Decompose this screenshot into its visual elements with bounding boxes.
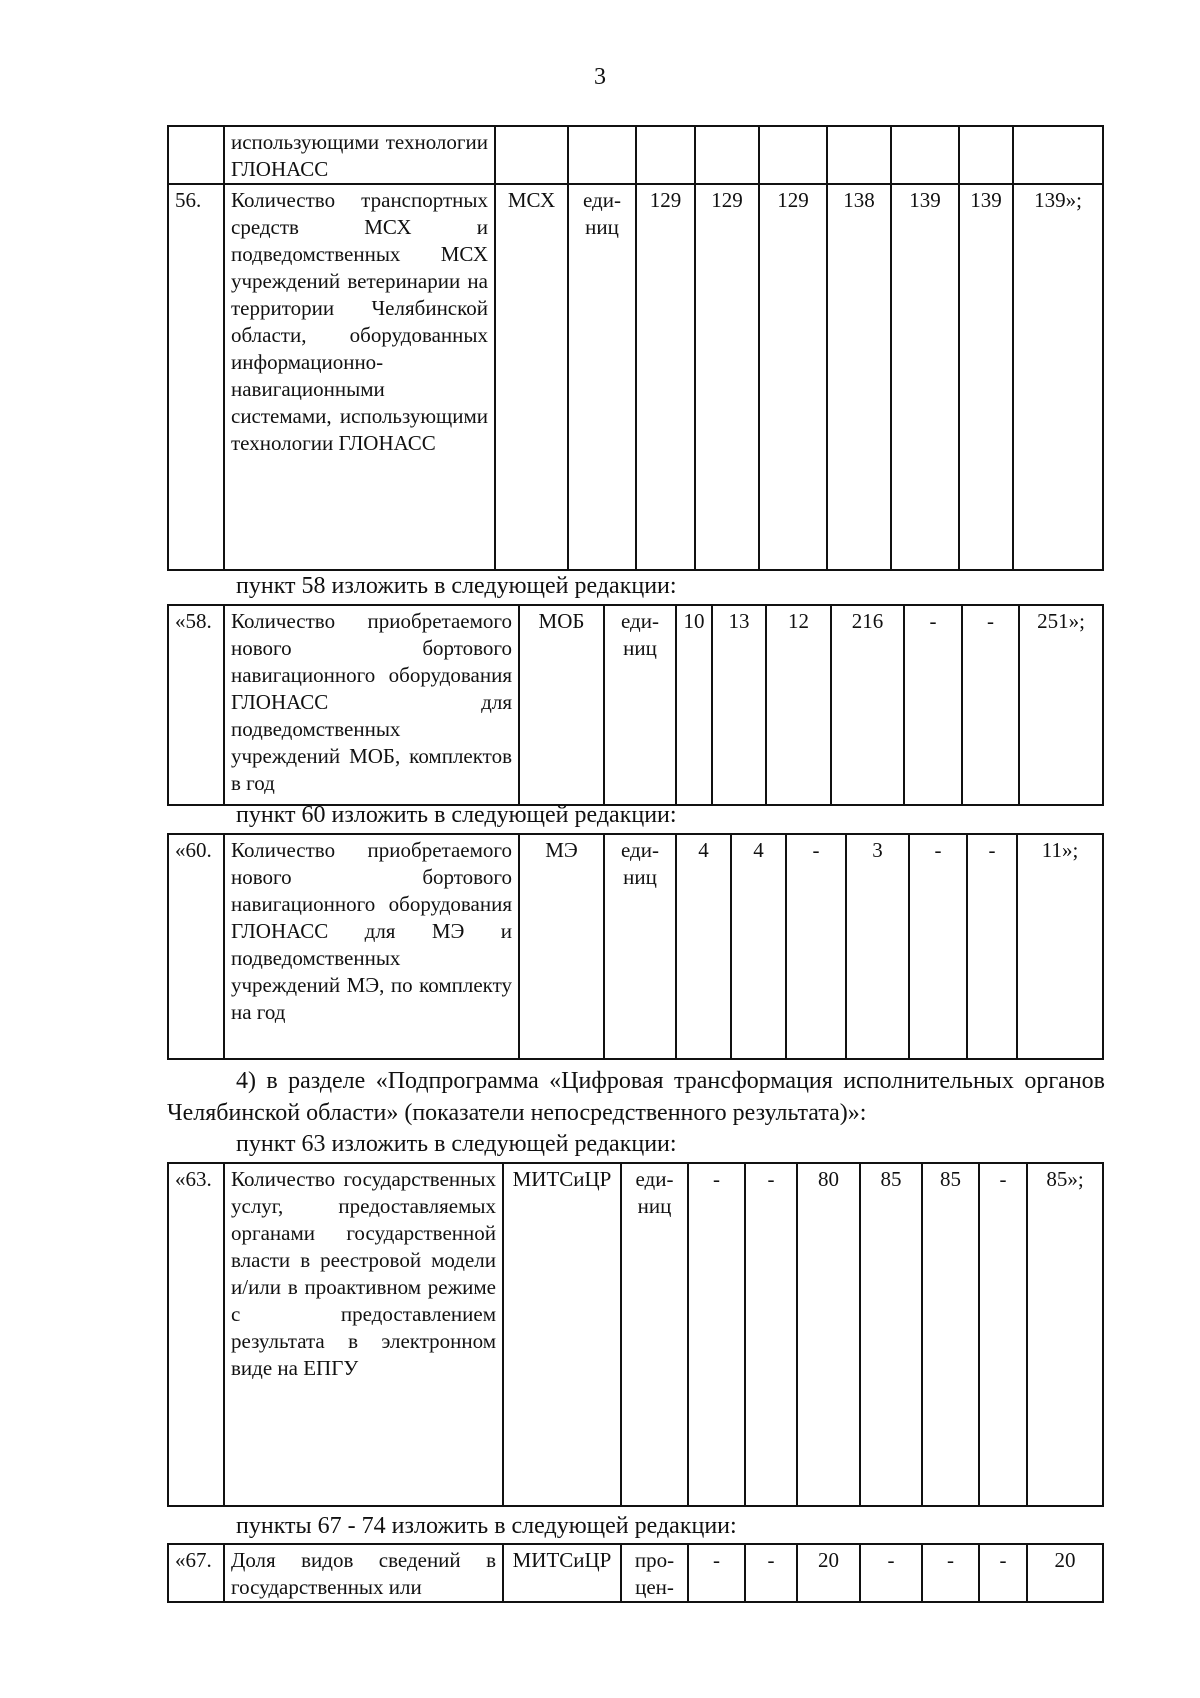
indicator-name-continuation: использующими технологии ГЛОНАСС bbox=[224, 126, 495, 184]
unit-cell bbox=[568, 184, 636, 570]
page-number: 3 bbox=[594, 64, 606, 90]
unit-line-2: ниц bbox=[637, 1194, 672, 1218]
table-row-67 bbox=[167, 1543, 1104, 1603]
value-cell: 4 bbox=[731, 834, 786, 1059]
responsible-org: МОБ bbox=[519, 605, 604, 805]
table-row bbox=[168, 1544, 1103, 1602]
unit-line-1: еди- bbox=[621, 609, 659, 633]
value-cell: 11»; bbox=[1017, 834, 1103, 1059]
instruction-58: пункт 58 изложить в следующей редакции: bbox=[236, 573, 677, 599]
value-cell: - bbox=[745, 1544, 797, 1602]
indicator-name: Количество приобретаемого нового бортового навигационного оборудования ГЛОНАСС для подведомственных учреждений МОБ, комплектов в год bbox=[224, 605, 519, 805]
value-cell: 20 bbox=[1027, 1544, 1103, 1602]
value-cell: - bbox=[688, 1544, 745, 1602]
unit-line-2: цен- bbox=[635, 1575, 674, 1599]
table-row-63 bbox=[167, 1162, 1104, 1507]
instruction-63: пункт 63 изложить в следующей редакции: bbox=[236, 1131, 677, 1157]
unit-line-1: еди- bbox=[621, 838, 659, 862]
responsible-org: МИТСиЦР bbox=[503, 1544, 621, 1602]
unit-cell bbox=[604, 605, 676, 805]
value-cell: 85 bbox=[860, 1163, 922, 1506]
unit-line-1: еди- bbox=[635, 1167, 674, 1191]
paragraph-4 bbox=[167, 1065, 1105, 1129]
row-number: «63. bbox=[168, 1163, 224, 1506]
table-row-58 bbox=[167, 604, 1104, 806]
paragraph-4-text: 4) в разделе «Подпрограмма «Цифровая трансформация исполнительных органов Челябинской области» (показатели непосредственного результата)»: bbox=[167, 1068, 1105, 1126]
value-cell: 139 bbox=[891, 184, 959, 570]
value-cell: - bbox=[979, 1163, 1027, 1506]
value-cell: 139 bbox=[959, 184, 1013, 570]
responsible-org: МСХ bbox=[495, 184, 568, 570]
table-row-60 bbox=[167, 833, 1104, 1060]
instruction-60: пункт 60 изложить в следующей редакции: bbox=[236, 802, 677, 828]
value-cell: 13 bbox=[712, 605, 766, 805]
value-cell: 139»; bbox=[1013, 184, 1103, 570]
value-cell: - bbox=[962, 605, 1019, 805]
value-cell: - bbox=[745, 1163, 797, 1506]
value-cell: - bbox=[860, 1544, 922, 1602]
value-cell: 216 bbox=[831, 605, 904, 805]
value-cell: 129 bbox=[636, 184, 695, 570]
unit-line-2: ниц bbox=[585, 215, 619, 239]
value-cell: 4 bbox=[676, 834, 731, 1059]
table-row bbox=[168, 1163, 1103, 1506]
value-cell: 129 bbox=[759, 184, 827, 570]
value-cell: 10 bbox=[676, 605, 712, 805]
row-number: 56. bbox=[168, 184, 224, 570]
table-row bbox=[168, 126, 1103, 184]
value-cell: - bbox=[688, 1163, 745, 1506]
unit-cell bbox=[621, 1544, 688, 1602]
indicator-name: Количество государственных услуг, предоставляемых органами государственной власти в реестровой модели и/или в проактивном режиме с предоставлением результата в электронном виде на ЕПГУ bbox=[224, 1163, 503, 1506]
unit-cell bbox=[621, 1163, 688, 1506]
indicator-name: Количество приобретаемого нового бортового навигационного оборудования ГЛОНАСС для МЭ и подведомственных учреждений МЭ, по комплекту на год bbox=[224, 834, 519, 1059]
responsible-org: МИТСиЦР bbox=[503, 1163, 621, 1506]
unit-line-2: ниц bbox=[623, 636, 657, 660]
value-cell: - bbox=[909, 834, 967, 1059]
value-cell: 3 bbox=[846, 834, 909, 1059]
table-row bbox=[168, 184, 1103, 570]
value-cell: 85 bbox=[922, 1163, 979, 1506]
value-cell: 129 bbox=[695, 184, 759, 570]
value-cell: 85»; bbox=[1027, 1163, 1103, 1506]
row-number: «67. bbox=[168, 1544, 224, 1602]
unit-line-2: ниц bbox=[623, 865, 657, 889]
value-cell: - bbox=[786, 834, 846, 1059]
unit-line-1: еди- bbox=[583, 188, 621, 212]
value-cell: - bbox=[979, 1544, 1027, 1602]
value-cell: - bbox=[967, 834, 1017, 1059]
value-cell: 251»; bbox=[1019, 605, 1103, 805]
value-cell: 138 bbox=[827, 184, 891, 570]
responsible-org: МЭ bbox=[519, 834, 604, 1059]
unit-line-1: про- bbox=[634, 1548, 675, 1572]
value-cell: - bbox=[922, 1544, 979, 1602]
table-row bbox=[168, 834, 1103, 1059]
value-cell: 20 bbox=[797, 1544, 860, 1602]
value-cell: 12 bbox=[766, 605, 831, 805]
indicator-name: Количество транспортных средств МСХ и подведомственных МСХ учреждений ветеринарии на территории Челябинской области, оборудованных информационно-навигационными системами, использующими технологии ГЛОНАСС bbox=[224, 184, 495, 570]
indicator-name: Доля видов сведений в государственных или bbox=[224, 1544, 503, 1602]
row-number: «58. bbox=[168, 605, 224, 805]
table-row-56 bbox=[167, 125, 1104, 571]
row-number: «60. bbox=[168, 834, 224, 1059]
table-row bbox=[168, 605, 1103, 805]
value-cell: 80 bbox=[797, 1163, 860, 1506]
instruction-67: пункты 67 - 74 изложить в следующей редакции: bbox=[236, 1513, 737, 1539]
unit-cell bbox=[604, 834, 676, 1059]
value-cell: - bbox=[904, 605, 962, 805]
